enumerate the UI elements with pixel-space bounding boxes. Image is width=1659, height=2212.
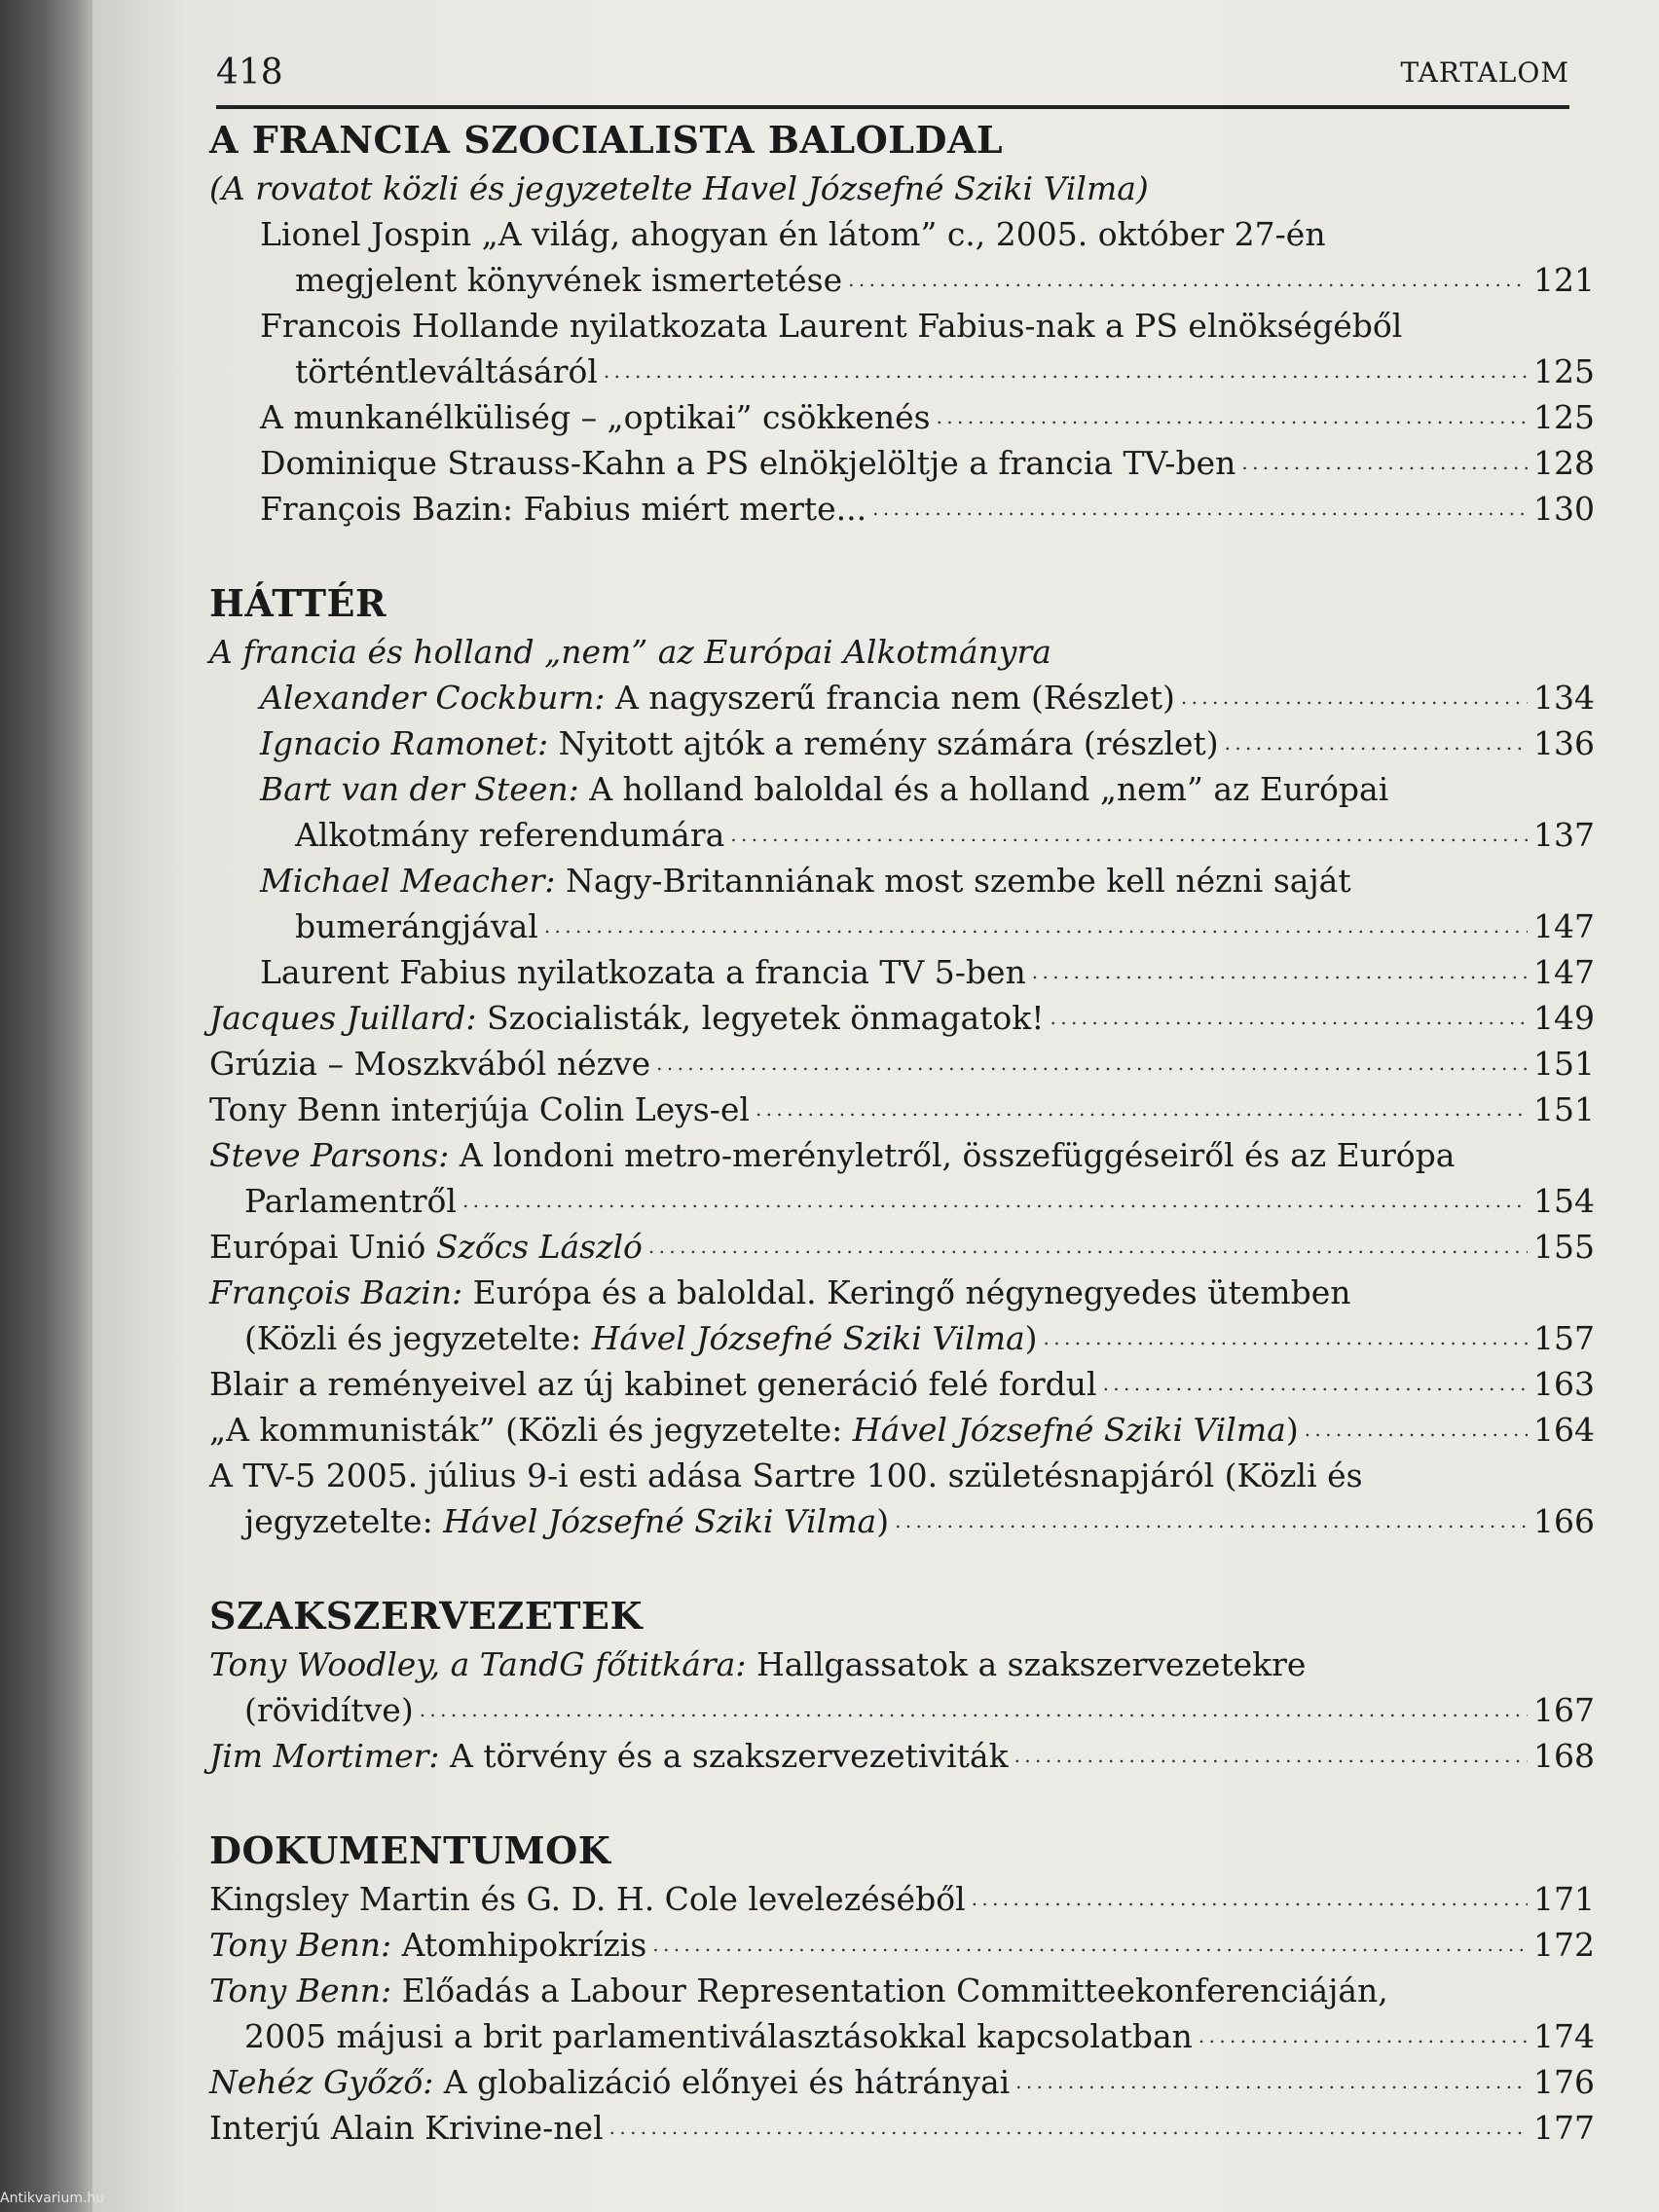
entry-title: A munkanélküliség – „optikai” csökkenés [260,398,931,436]
page-number: 418 [216,53,283,92]
dot-leader [1198,2009,1528,2059]
entry-author: Tony Benn: [209,1926,392,1964]
entry-author: Michael Meacher: [260,862,556,900]
toc-entry[interactable] [209,2105,1595,2151]
entry-page-number: 147 [1533,953,1595,991]
entry-title: Lionel Jospin „A világ, ahogyan én látom” c., 2005. október 27-én [260,215,1326,253]
dot-leader [895,1493,1528,1544]
entry-page-number: 171 [1533,1880,1595,1918]
dot-leader [1103,1356,1528,1407]
entry-title: Grúzia – Moszkvából nézve [209,1045,651,1083]
section-subtitle: (A rovatot közli és jegyzetelte Havel Józsefné Sziki Vilma) [209,169,1149,207]
entry-editor: Hável Józsefné Sziki Vilma [852,1411,1286,1449]
dot-leader [652,1917,1528,1968]
entry-page-number: 134 [1533,679,1595,717]
entry-title-cont: (Közli és jegyzetelte: [244,1319,592,1357]
entry-page-number: 130 [1533,490,1595,528]
entry-author: Tony Benn: [209,1972,392,2009]
dot-leader [1305,1402,1528,1453]
toc-entry[interactable] [209,1733,1595,1779]
entry-title: Európai Unió [209,1228,436,1266]
entry-title: A londoni metro-merényletről, összefüggéseiről és az Európa [449,1136,1456,1174]
page-header [216,47,1569,109]
entry-page-number: 163 [1533,1365,1595,1403]
section-title-francia-szocialista-baloldal: A FRANCIA SZOCIALISTA BALOLDAL [209,118,1004,162]
entry-title: A TV-5 2005. július 9-i esti adása Sartre 100. születésnapjáról (Közli és [209,1456,1363,1494]
entry-title: Interjú Alain Krivine-nel [209,2109,604,2147]
watermark: Antikvarium.hu [0,2191,105,2206]
dot-leader [1225,716,1528,766]
entry-title-cont: ) [1285,1411,1299,1449]
entry-page-number: 137 [1533,816,1595,854]
entry-author: Jacques Juillard: [209,999,477,1037]
dot-leader [544,899,1528,949]
section-gap [209,1544,1592,1591]
toc-entry[interactable] [209,1224,1595,1270]
entry-title: Blair a reményeivel az új kabinet generáció felé fordul [209,1365,1097,1403]
dot-leader [1241,435,1528,486]
dot-leader [937,389,1528,440]
entry-title: Tony Benn interjúja Colin Leys-el [209,1090,750,1128]
entry-author: Steve Parsons: [209,1136,450,1174]
dot-leader [1015,2054,1528,2105]
dot-leader [1181,670,1528,720]
entry-page-number: 136 [1533,724,1595,762]
entry-title-cont: 2005 májusi a brit parlamentiválasztásokkal kapcsolatban [244,2017,1193,2055]
entry-title-cont: ) [876,1502,890,1540]
toc-entry[interactable] [209,303,1595,394]
toc-entry[interactable] [209,1922,1595,1968]
entry-title: Atomhipokrízis [391,1926,647,1964]
entry-author: Nehéz Győző: [209,2063,434,2101]
entry-author: Szőcs László [435,1228,643,1266]
entry-title-cont: ) [1024,1319,1038,1357]
entry-page-number: 121 [1533,261,1595,299]
dot-leader [972,1871,1528,1922]
entry-author: Alexander Cockburn: [260,679,606,717]
entry-title: Szocialisták, legyetek önmagatok! [476,999,1045,1037]
entry-page-number: 125 [1533,352,1595,390]
entry-title: Hallgassatok a szakszervezetekre [746,1645,1307,1683]
entry-title-cont: bumerángjával [295,907,538,945]
section-gap [209,1779,1592,1825]
dot-leader [1014,1728,1528,1779]
dot-leader [420,1682,1528,1733]
entry-author: Bart van der Steen: [260,770,579,808]
toc-entry[interactable] [209,675,1595,720]
entry-page-number: 151 [1533,1045,1595,1083]
section-title-dokumentumok: DOKUMENTUMOK [209,1828,611,1872]
entry-title: Nagy-Britanniának most szembe kell nézni saját [555,862,1351,900]
entry-title: François Bazin: Fabius miért merte... [260,490,867,528]
entry-title: A törvény és a szakszervezetiviták [439,1737,1009,1775]
entry-title: „A kommunisták” (Közli és jegyzetelte: [209,1411,853,1449]
toc-entry[interactable] [209,1407,1595,1453]
dot-leader [872,481,1528,532]
toc-entry[interactable] [209,949,1595,995]
toc-entry[interactable] [209,1270,1595,1361]
entry-editor: Hável Józsefné Sziki Vilma [591,1319,1025,1357]
entry-title: Francois Hollande nyilatkozata Laurent Fabius-nak a PS elnökségéből [260,307,1403,345]
toc-entry[interactable] [209,1087,1595,1132]
dot-leader [462,1173,1528,1224]
toc-entry[interactable] [209,486,1595,532]
entry-title-cont: (rövidítve) [244,1691,414,1729]
entry-author: François Bazin: [209,1273,463,1311]
dot-leader [756,1082,1528,1132]
toc-entry[interactable] [209,440,1595,486]
table-of-contents [209,115,1595,2151]
entry-page-number: 149 [1533,999,1595,1037]
entry-page-number: 172 [1533,1926,1595,1964]
book-binding-shadow [0,0,92,2212]
entry-page-number: 147 [1533,907,1595,945]
toc-entry[interactable] [209,1968,1595,2059]
toc-entry[interactable] [209,211,1595,303]
entry-title: Kingsley Martin és G. D. H. Cole levelezéséből [209,1880,966,1918]
section-title-szakszervezetek: SZAKSZERVEZETEK [209,1594,643,1638]
entry-title-cont: megjelent könyvének ismertetése [295,261,843,299]
entry-author: Ignacio Ramonet: [260,724,549,762]
toc-entry[interactable] [209,394,1595,440]
entry-page-number: 128 [1533,444,1595,482]
entry-title-cont: történtleváltásáról [295,352,598,390]
entry-title: Dominique Strauss-Kahn a PS elnökjelöltje a francia TV-ben [260,444,1236,482]
toc-entry[interactable] [209,1361,1595,1407]
toc-entry[interactable] [209,2059,1595,2105]
entry-page-number: 177 [1533,2109,1595,2147]
entry-author: Tony Woodley, a TandG főtitkára: [209,1645,747,1683]
dot-leader [1044,1310,1528,1361]
entry-page-number: 176 [1533,2063,1595,2101]
entry-page-number: 166 [1533,1502,1595,1540]
entry-title-cont: Parlamentről [244,1182,457,1220]
entry-page-number: 155 [1533,1228,1595,1266]
running-title: TARTALOM [1400,56,1569,89]
entry-author: Jim Mortimer: [209,1737,440,1775]
toc-entry[interactable] [209,1876,1595,1922]
toc-entry[interactable] [209,720,1595,766]
toc-entry[interactable] [209,1132,1595,1224]
dot-leader [848,252,1528,303]
entry-title-cont: Alkotmány referendumára [295,816,725,854]
dot-leader [730,807,1528,858]
entry-title: A globalizáció előnyei és hátrányai [433,2063,1011,2101]
entry-page-number: 125 [1533,398,1595,436]
entry-page-number: 167 [1533,1691,1595,1729]
entry-page-number: 174 [1533,2017,1595,2055]
entry-title: A nagyszerű francia nem (Részlet) [605,679,1175,717]
entry-page-number: 151 [1533,1090,1595,1128]
entry-page-number: 154 [1533,1182,1595,1220]
entry-title: Előadás a Labour Representation Committeekonferenciáján, [391,1972,1388,2009]
entry-page-number: 164 [1533,1411,1595,1449]
section-gap [209,532,1592,578]
dot-leader [609,2100,1528,2151]
dot-leader [1051,990,1528,1041]
toc-entry[interactable] [209,1453,1595,1544]
dot-leader [604,344,1528,394]
dot-leader [648,1219,1528,1270]
entry-title: Európa és a baloldal. Keringő négynegyedes ütemben [462,1273,1351,1311]
toc-entry[interactable] [209,1041,1595,1087]
toc-entry[interactable] [209,995,1595,1041]
toc-entry[interactable] [209,1641,1595,1733]
toc-entry[interactable] [209,858,1595,949]
entry-title-cont: jegyzetelte: [244,1502,444,1540]
dot-leader [656,1036,1528,1087]
entry-title: A holland baloldal és a holland „nem” az Európai [578,770,1389,808]
section-title-hatter: HÁTTÉR [209,581,387,625]
toc-entry[interactable] [209,766,1595,858]
entry-title: Laurent Fabius nyilatkozata a francia TV 5-ben [260,953,1026,991]
entry-page-number: 157 [1533,1319,1595,1357]
dot-leader [1032,944,1528,995]
entry-page-number: 168 [1533,1737,1595,1775]
entry-title: Nyitott ajtók a remény számára (részlet) [548,724,1219,762]
entry-editor: Hável Józsefné Sziki Vilma [443,1502,877,1540]
section-subtitle: A francia és holland „nem” az Európai Alkotmányra [209,633,1051,671]
